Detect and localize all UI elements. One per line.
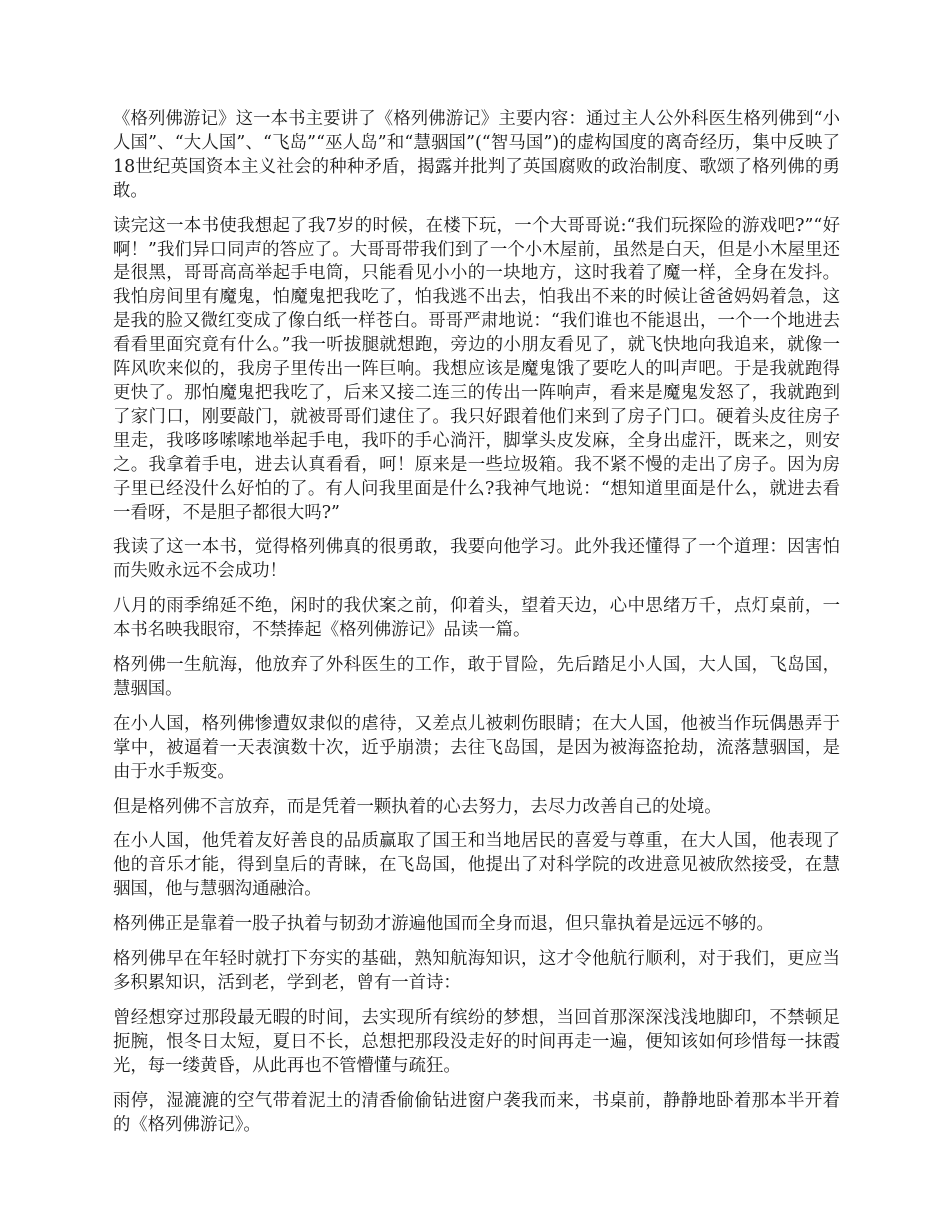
paragraph-voyages: 格列佛一生航海，他放弃了外科医生的工作，敢于冒险，先后踏足小人国，大人国，飞岛国，慧骃国。 xyxy=(113,655,840,699)
paragraph-knowledge: 格列佛早在年轻时就打下夯实的基础，熟知航海知识，这才令他航行顺利，对于我们，更应当多积累知识，活到老，学到老，曾有一首诗： xyxy=(113,949,840,993)
paragraph-rainy-season: 八月的雨季绵延不绝，闲时的我伏案之前，仰着头，望着天边，心中思绪万千，点灯桌前，一本书名映我眼帘，不禁捧起《格列佛游记》品读一篇。 xyxy=(113,596,840,641)
paragraph-persistence: 格列佛正是靠着一股子执着与韧劲才游遍他国而全身而退，但只靠执着是远远不够的。 xyxy=(113,914,774,935)
paragraph-hardships: 在小人国，格列佛惨遭奴隶似的虐待，又差点儿被刺伤眼睛；在大人国，他被当作玩偶愚弄于掌中，被逼着一天表演数十次，近乎崩溃；去往飞岛国，是因为被海盗抢劫，流落慧骃国，是由于水手叛变。 xyxy=(113,713,840,782)
paragraph-achievements: 在小人国，他凭着友好善良的品质赢取了国王和当地居民的喜爱与尊重，在大人国，他表现了他的音乐才能，得到皇后的青睐，在飞岛国，他提出了对科学院的改进意见被欣然接受，在慧骃国，他与慧骃沟通融洽。 xyxy=(113,831,840,900)
paragraph-lesson: 我读了这一本书，觉得格列佛真的很勇敢，我要向他学习。此外我还懂得了一个道理：因害怕而失败永远不会成功！ xyxy=(113,537,840,582)
document-body xyxy=(113,108,840,1148)
paragraph-closing: 雨停，湿漉漉的空气带着泥土的清香偷偷钻进窗户袭我而来，书桌前，静静地卧着那本半开着的《格列佛游记》。 xyxy=(113,1090,840,1135)
paragraph-perseverance: 但是格列佛不言放弃，而是凭着一颗执着的心去努力，去尽力改善自己的处境。 xyxy=(113,796,722,817)
paragraph-summary: 《格列佛游记》这一本书主要讲了《格列佛游记》主要内容：通过主人公外科医生格列佛到“小人国”、“大人国”、“飞岛”“巫人岛”和“慧骃国”(“智马国”)的虚构国度的离奇经历，集中反映了18世纪英国资本主义社会的种种矛盾，揭露并批判了英国腐败的政治制度、歌颂了格列佛的勇敢。 xyxy=(113,109,840,201)
paragraph-childhood-story: 读完这一本书使我想起了我7岁的时候，在楼下玩，一个大哥哥说:“我们玩探险的游戏吧?”“好啊！”我们异口同声的答应了。大哥哥带我们到了一个小木屋前，虽然是白天，但是小木屋里还是很黑，哥哥高高举起手电筒，只能看见小小的一块地方，这时我着了魔一样，全身在发抖。我怕房间里有魔鬼，怕魔鬼把我吃了，怕我逃不出去，怕我出不来的时候让爸爸妈妈着急，这是我的脸又微红变成了像白纸一样苍白。哥哥严肃地说：“我们谁也不能退出，一个一个地进去看看里面究竟有什么。”我一听拔腿就想跑，旁边的小朋友看见了，就飞快地向我追来，就像一阵风吹来似的，我房子里传出一阵巨响。我想应该是魔鬼饿了要吃人的叫声吧。于是我就跑得更快了。那怕魔鬼把我吃了，后来又接二连三的传出一阵响声，看来是魔鬼发怒了，我就跑到了家门口，刚要敲门，就被哥哥们逮住了。我只好跟着他们来到了房子门口。硬着头皮往房子里走，我哆哆嗦嗦地举起手电，我吓的手心淌汗，脚掌头皮发麻，全身出虚汗，既来之，则安之。我拿着手电，进去认真看看，呵！原来是一些垃圾箱。我不紧不慢的走出了房子。因为房子里已经没什么好怕的了。有人问我里面是什么?我神气地说：“想知道里面是什么，就进去看一看呀，不是胆子都很大吗?” xyxy=(113,215,840,523)
paragraph-poem: 曾经想穿过那段最无暇的时间，去实现所有缤纷的梦想，当回首那深深浅浅地脚印，不禁顿足扼腕，恨冬日太短，夏日不长，总想把那段没走好的时间再走一遍，便知该如何珍惜每一抹霞光，每一缕黄昏，从此再也不管懵懂与疏狂。 xyxy=(113,1007,840,1076)
